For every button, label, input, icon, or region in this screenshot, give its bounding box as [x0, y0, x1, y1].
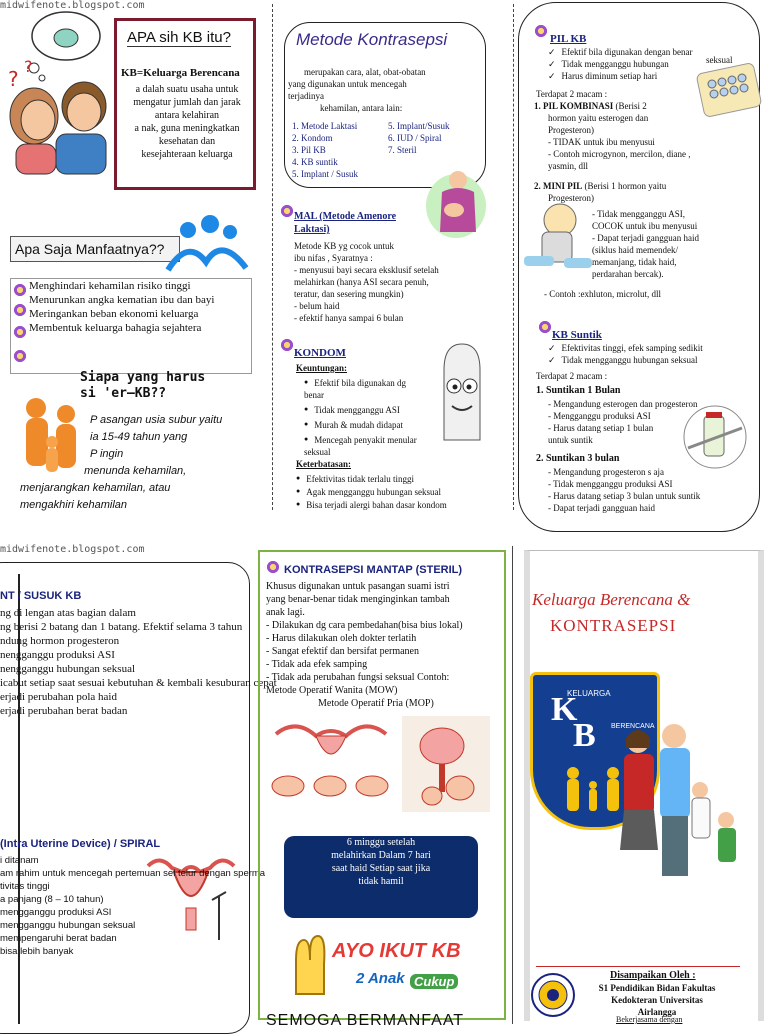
mop-diagram-icon [402, 716, 490, 812]
steril-text: Khusus digunakan untuk pasangan suami istri yang benar-benar tidak menginginkan tambah anak lagi. - Dilakukan dg cara pembedahan(bisa bius lokal) - Harus dilakukan oleh dokter terlatih - Sangat efektif dan bersifat permanen - Tidak ada efek samping - Tidak ada perubahan fungsi seksual Contoh: Metode Operatif Wanita (MOW) Metode Operatif Pria (MOP) [266, 581, 463, 709]
flower-bullet-icon [280, 338, 294, 352]
svg-text:?: ? [24, 57, 33, 76]
couple-illustration [4, 6, 116, 182]
steril-title: KONTRASEPSI MANTAP (STERIL) [284, 564, 463, 576]
siapa-title-1: Siapa yang harus [80, 370, 206, 385]
apa-kb-box [114, 18, 256, 190]
flower-bullet-icon [534, 24, 548, 38]
watermark-top: midwifenote.blogspot.com [0, 0, 145, 11]
pill-mascot-icon [520, 190, 596, 274]
waktu-text: 6 minggu setelah melahirkan Dalam 7 hari saat haid Setiap saat jika tidak hamil [331, 837, 431, 887]
svg-text:?: ? [8, 67, 19, 91]
list-item: ✓ Harus diminum setiap hari [548, 70, 718, 82]
kb-definition: a dalah suatu usaha untuk mengatur jumlah dan jarak antara kelahiran a nak, guna meningkatkan kesehatan dan kesejahteraan keluarga [133, 84, 241, 160]
cover-title-2: KONTRASEPSI [550, 616, 677, 635]
methods-list-left [292, 120, 358, 180]
bekerjasama-label: Bekerjasama dengan [616, 1015, 683, 1024]
siapa-title-2: si 'er—KB?? [80, 386, 167, 401]
flower-bullet-icon [13, 283, 27, 297]
mal-text: Metode KB yg cocok untuk ibu nifas , Syaratnya : - menyusui bayi secara eksklusif setelah melahirkan (hanya ASI secara penuh, teratur, dan sesering mungkin) - belum haid - efektif hanya sampai 6 bulan [294, 241, 439, 323]
pil-kombinasi: 1. PIL KOMBINASI (Berisi 2 hormon yaitu esterogen dan Progesteron) - TIDAK untuk ibu menyusui - Contoh microgynon, mercilon, diane , yasmin, dll [534, 101, 691, 171]
kb-suntik-title: KB Suntik [552, 329, 602, 341]
methods-list-right [388, 120, 450, 156]
mal-title-2: Laktasi) [294, 224, 330, 235]
iud-text: i ditanam am rahim untuk mencegah pertemuan sel telur dengan sperma tivitas tinggi a panjang (8 – 10 tahun) mengganggu produksi ASI mengganggu hubungan seksual mempengaruhi berat badan bisa lebih banyak [0, 855, 266, 957]
cukup-text: Cukup [410, 974, 458, 989]
list-item: 4. KB suntik [292, 157, 338, 167]
mini-pil-items: - Tidak mengganggu ASI, COCOK untuk ibu menyusui - Dapat terjadi gangguan haid (siklus haid memendek/ memanjang, tidak haid, perdarahan bercak). [592, 209, 699, 279]
manfaat-box [10, 278, 252, 374]
ayo-kb-text: AYO IKUT KB [332, 940, 461, 962]
list-item: Meringankan beban ekonomi keluarga [29, 308, 199, 320]
pil-checks [548, 46, 718, 82]
kb-heading: KB=Keluarga Berencana [121, 67, 240, 79]
list-item: ● Agak mengganggu hubungan seksual [296, 485, 496, 498]
ayo-kb-logo [286, 934, 476, 1002]
keterbatasan-list [296, 472, 496, 511]
watermark-bottom: midwifenote.blogspot.com [0, 544, 145, 555]
mini-pil-contoh: - Contoh :exhluton, microlut, dll [544, 289, 661, 299]
breastfeeding-mother-icon [420, 162, 490, 242]
pill-pack-icon [696, 62, 762, 118]
list-item: 1. Metode Laktasi [292, 121, 358, 131]
injection-vial-icon [682, 404, 748, 470]
list-item: ✓ Efektivitas tinggi, efek samping sedikit [548, 342, 748, 354]
keterbatasan-label: Keterbatasan: [296, 459, 351, 469]
metode-title: Metode Kontrasepsi [296, 30, 448, 49]
mini-pil: 2. MINI PIL (Berisi 1 hormon yaitu Progesteron) [534, 181, 667, 203]
family-photo-illustration [608, 720, 744, 894]
waktu-box [284, 836, 478, 918]
flower-bullet-icon [13, 325, 27, 339]
kb-logo-b: B [573, 717, 596, 754]
cover-title-1: Keluarga Berencana & [532, 590, 691, 609]
list-item: ✓ Efektif bila digunakan dengan benar [548, 46, 718, 58]
list-item: 5. Implant/Susuk [388, 121, 450, 131]
flower-bullet-icon [13, 303, 27, 317]
kondom-title: KONDOM [294, 347, 346, 359]
divider [536, 966, 740, 967]
list-item: ● Efektif bila digunakan dg benar [304, 376, 426, 401]
flower-bullet-icon [280, 204, 294, 218]
flower-bullet-icon [266, 560, 280, 574]
family-logo-icon [160, 210, 254, 280]
list-item: 3. Pil KB [292, 145, 326, 155]
university-seal-icon [530, 972, 576, 1018]
manfaat-title-box [10, 236, 180, 262]
manfaat-list [29, 279, 214, 335]
hand-two-fingers-icon [286, 934, 332, 998]
list-item: ✓ Tidak mengganggu hubungan seksual [548, 354, 748, 366]
siapa-text: P asangan usia subur yaitu ia 15-49 tahun yang P ingin menunda kehamilan, menjarangkan kehamilan, atau mengakhiri kehamilan [20, 414, 223, 511]
kb-logo-side-text: BERENCANA [611, 723, 655, 730]
manfaat-title: Apa Saja Manfaatnya?? [15, 241, 165, 257]
suntik-terdapat: Terdapat 2 macam : [536, 371, 608, 381]
keuntungan-label: Keuntungan: [296, 363, 348, 373]
list-item: 5. Implant / Susuk [292, 169, 359, 179]
flower-bullet-icon [13, 349, 27, 363]
implant-text: ng di lengan atas bagian dalam ng berisi 2 batang dan 1 batang. Efektif selama 3 tahun ndung hormon progesteron nengganggu produksi ASI nengganggu hubungan seksual icabut setiap saat sesuai kebutuhan & kembali kesuburan cepat erjadi perubahan pola haid erjadi perubahan berat badan [0, 607, 277, 717]
list-item: Membentuk keluarga bahagia sejahtera [29, 322, 202, 334]
iud-title: (Intra Uterine Device) / SPIRAL [0, 838, 161, 850]
list-item: ● Murah & mudah didapat [304, 418, 426, 431]
condom-mascot-icon [426, 340, 496, 444]
list-item: 6. IUD / Spiral [388, 133, 442, 143]
list-item: ● Tidak mengganggu ASI [304, 403, 426, 416]
list-item: 2. Kondom [292, 133, 333, 143]
pil-terdapat: Terdapat 2 macam : [536, 89, 608, 99]
suntik-1-bulan-items: - Mengandung esterogen dan progesteron - Mengganggu produksi ASI - Harus datang setiap 1 bulan untuk suntik [548, 399, 698, 445]
keuntungan-list [304, 376, 426, 458]
list-item: ● Mencegah penyakit menular seksual [304, 433, 426, 458]
suntik-3-bulan-items: - Mengandung progesteron s aja - Tidak mengganggu produksi ASI - Harus datang setiap 3 bulan untuk suntik - Dapat terjadi gangguan haid [548, 467, 701, 513]
implant-title: NT / SUSUK KB [0, 590, 82, 602]
list-item: ● Efektivitas tidak terlalu tinggi [296, 472, 496, 485]
suntik-checks [548, 342, 748, 366]
list-item: Menghindari kehamilan risiko tinggi [29, 280, 191, 292]
kb-logo-top-text: KELUARGA [567, 689, 611, 698]
institution-text: S1 Pendidikan Bidan Fakultas Kedokteran Universitas Airlangga [598, 983, 716, 1017]
dua-anak-text: 2 Anak [356, 970, 405, 987]
suntik-3-bulan-title: 2. Suntikan 3 bulan [536, 453, 620, 464]
disampaikan-label: Disampaikan Oleh : [610, 970, 696, 981]
list-item: 7. Steril [388, 145, 417, 155]
list-item: Menurunkan angka kematian ibu dan bayi [29, 294, 215, 306]
mal-title-1: MAL (Metode Amenore [294, 211, 397, 222]
pil-kb-title: PIL KB [550, 33, 587, 45]
flower-bullet-icon [538, 320, 552, 334]
semoga-text: SEMOGA BERMANFAAT [266, 1012, 465, 1029]
apa-kb-title: APA sih KB itu? [127, 29, 231, 46]
suntik-1-bulan-title: 1. Suntikan 1 Bulan [536, 385, 621, 396]
mow-diagram-icon [266, 716, 396, 800]
kb-logo-k: K [551, 691, 578, 728]
seksual-tag: seksual [706, 55, 733, 65]
list-item: ● Bisa terjadi alergi bahan dasar kondom [296, 498, 496, 511]
metode-intro: merupakan cara, alat, obat-obatan yang digunakan untuk mencegah terjadinya kehamilan, antara lain: [288, 67, 426, 113]
list-item: ✓ Tidak mengganggu hubungan [548, 58, 718, 70]
